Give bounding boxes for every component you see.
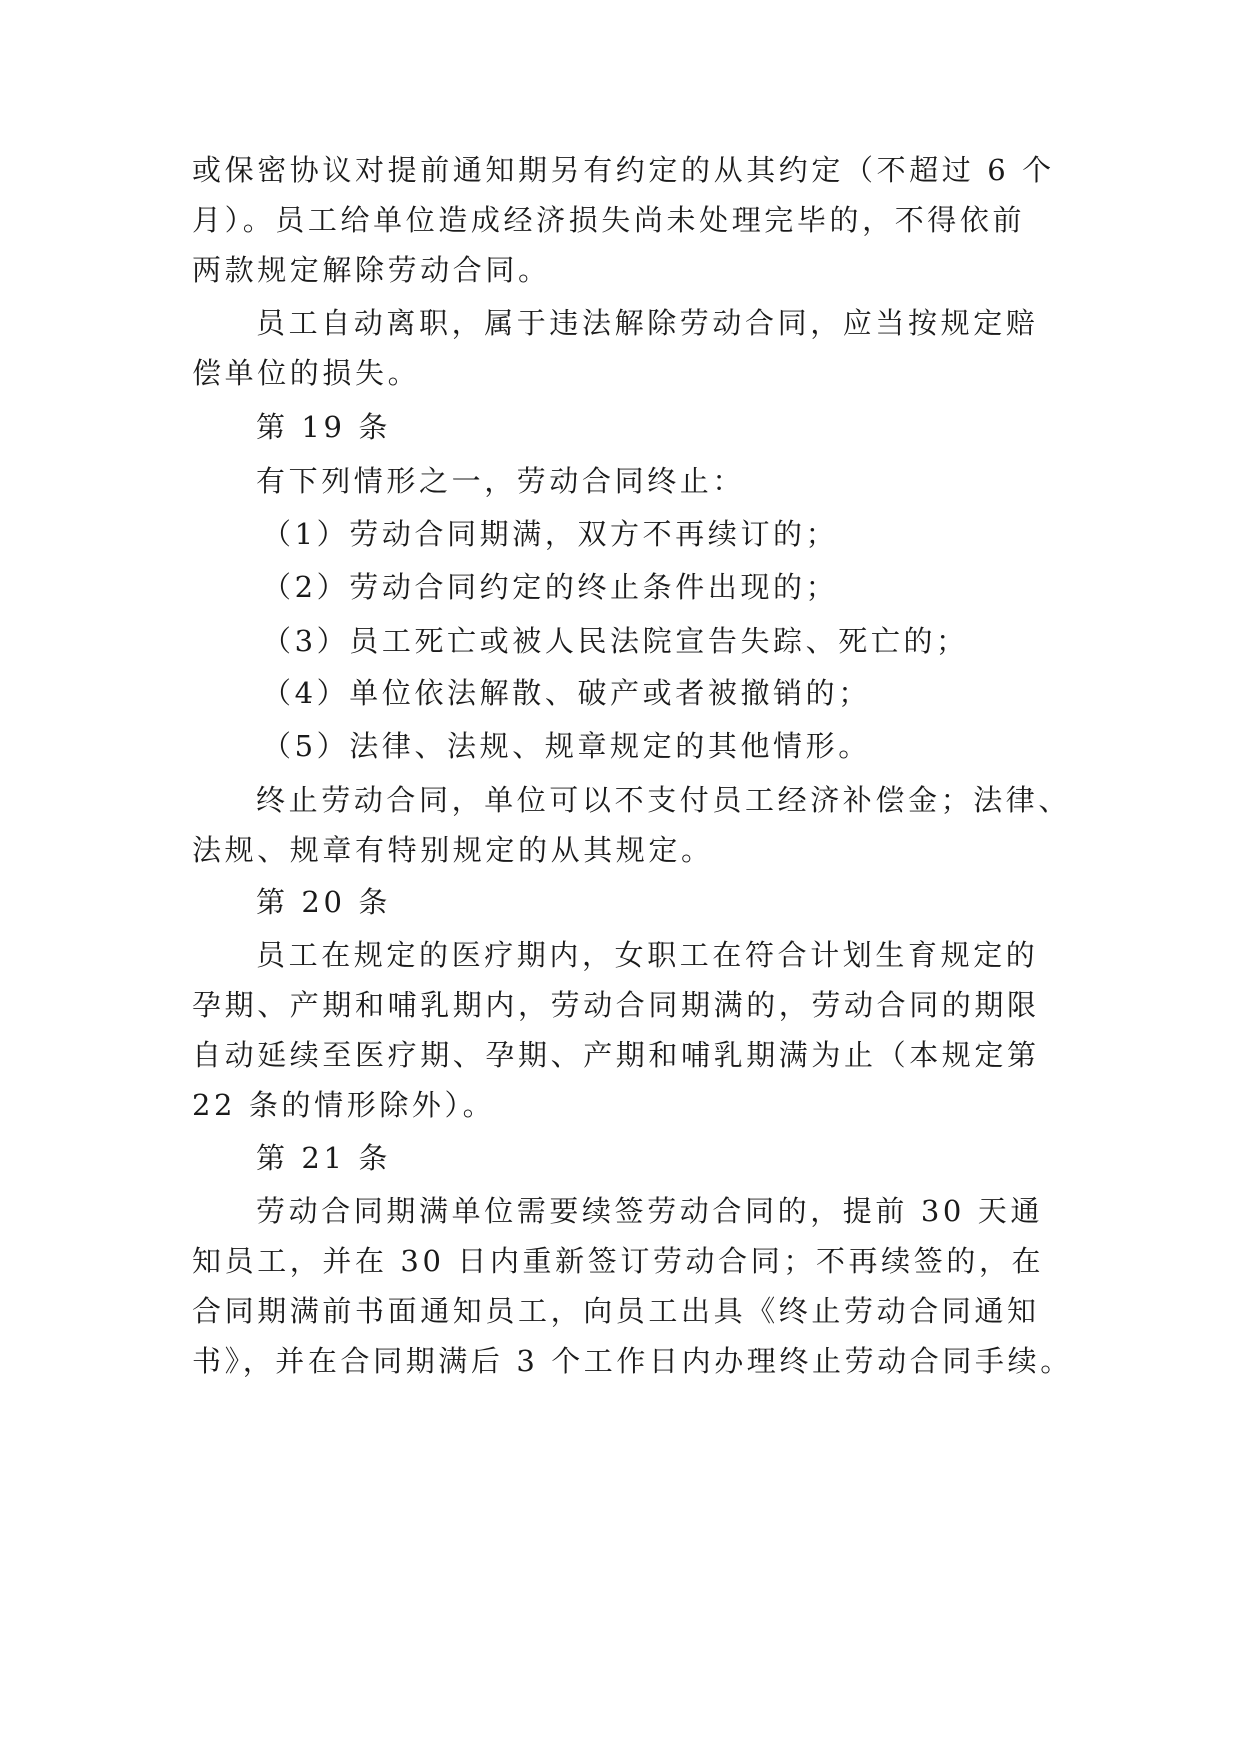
body-line: 月）。员工给单位造成经济损失尚未处理完毕的，不得依前 <box>192 203 1026 237</box>
list-item: （2）劳动合同约定的终止条件出现的； <box>262 570 839 604</box>
paragraph-first-line: 劳动合同期满单位需要续签劳动合同的，提前 30 天通 <box>256 1194 1043 1228</box>
paragraph-first-line: 员工自动离职，属于违法解除劳动合同，应当按规定赔 <box>256 306 1039 340</box>
list-item: （1）劳动合同期满，双方不再续订的； <box>262 517 839 551</box>
body-line: 偿单位的损失。 <box>192 356 421 390</box>
list-item: （3）员工死亡或被人民法院宣告失踪、死亡的； <box>262 624 969 658</box>
body-line: 22 条的情形除外）。 <box>192 1088 496 1122</box>
paragraph-first-line: 员工在规定的医疗期内，女职工在符合计划生育规定的 <box>256 938 1039 972</box>
list-item: （4）单位依法解散、破产或者被撤销的； <box>262 676 871 710</box>
article-heading: 第 20 条 <box>256 885 391 919</box>
body-line: 或保密协议对提前通知期另有约定的从其约定（不超过 6 个 <box>192 153 1055 187</box>
list-item: （5）法律、法规、规章规定的其他情形。 <box>262 729 871 763</box>
paragraph-first-line: 终止劳动合同，单位可以不支付员工经济补偿金；法律、 <box>256 783 1072 817</box>
body-line: 法规、规章有特别规定的从其规定。 <box>192 833 714 867</box>
body-line: 知员工，并在 30 日内重新签订劳动合同；不再续签的，在 <box>192 1244 1045 1278</box>
paragraph-first-line: 有下列情形之一，劳动合同终止： <box>256 464 746 498</box>
article-heading: 第 21 条 <box>256 1141 391 1175</box>
body-line: 两款规定解除劳动合同。 <box>192 253 551 287</box>
body-line: 书》，并在合同期满后 3 个工作日内办理终止劳动合同手续。 <box>192 1344 1073 1378</box>
article-heading: 第 19 条 <box>256 410 391 444</box>
body-line: 合同期满前书面通知员工，向员工出具《终止劳动合同通知 <box>192 1294 1040 1328</box>
body-line: 自动延续至医疗期、孕期、产期和哺乳期满为止（本规定第 <box>192 1038 1040 1072</box>
body-line: 孕期、产期和哺乳期内，劳动合同期满的，劳动合同的期限 <box>192 988 1040 1022</box>
